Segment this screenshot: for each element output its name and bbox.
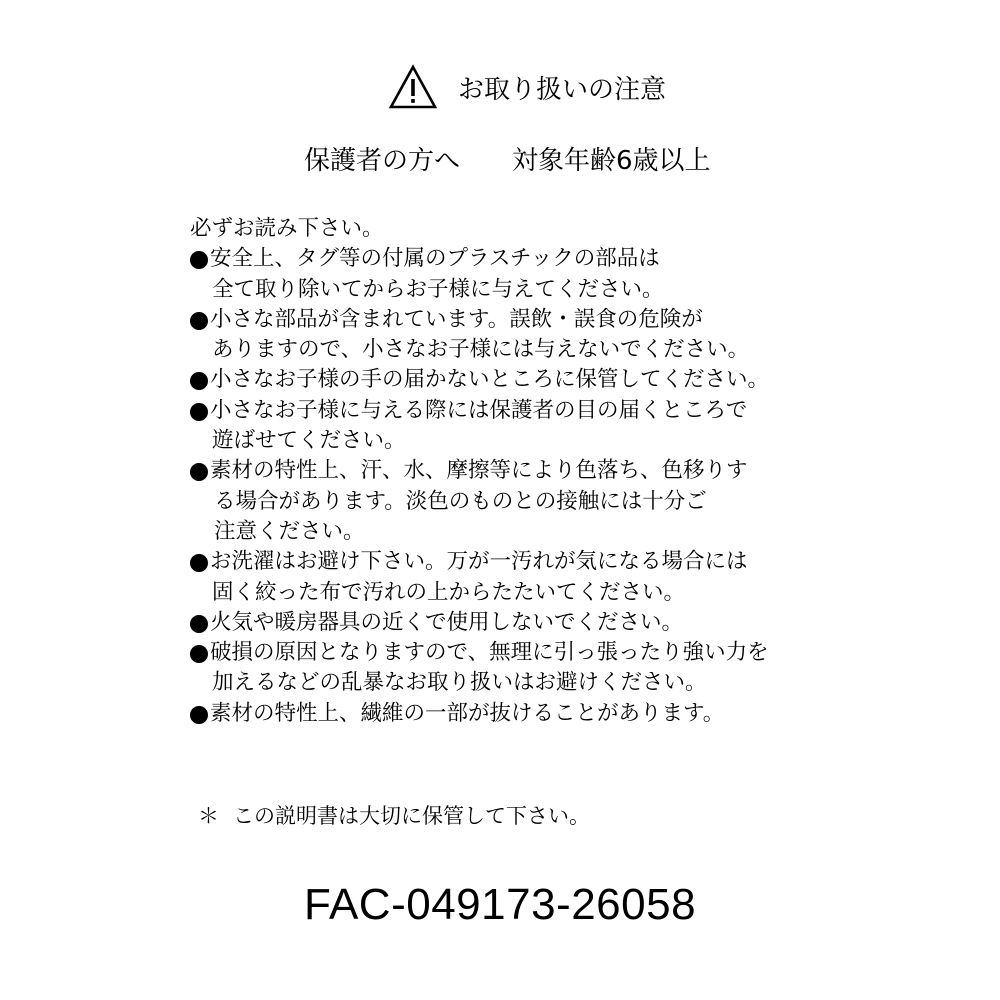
age-label: 対象年齢6歳以上 <box>512 146 711 176</box>
caution-body <box>190 214 830 729</box>
caution-line: 小さなお子様の手の届かないところに保管してください。 <box>210 367 770 393</box>
caution-line: お洗濯はお避け下さい。万が一汚れが気になる場合には <box>210 549 748 575</box>
caution-line: 小さな部品が含まれています。誤飲・誤食の危険が <box>210 306 703 332</box>
caution-item <box>190 456 830 547</box>
footnote <box>198 800 590 830</box>
caution-line: 固く絞った布で汚れの上からたたいてください。 <box>212 579 686 605</box>
caution-list <box>190 244 830 729</box>
warning-header <box>388 62 666 112</box>
caution-line: 注意ください。 <box>214 518 365 544</box>
caution-line: 破損の原因となりますので、無理に引っ張ったり強い力を <box>210 640 769 666</box>
footnote-text: この説明書は大切に保管して下さい。 <box>233 804 590 828</box>
page-title: お取り扱いの注意 <box>458 74 667 105</box>
caution-line: 素材の特性上、汗、水、摩擦等により色落ち、色移りす <box>210 458 748 484</box>
audience-label: 保護者の方へ <box>304 146 461 176</box>
caution-line: 小さなお子様に与える際には保護者の目の届くところで <box>210 397 748 423</box>
caution-line: 火気や暖房器具の近くで使用しないでください。 <box>210 609 684 635</box>
caution-line: 遊ばせてください。 <box>212 428 406 454</box>
caution-item <box>190 244 830 305</box>
caution-item <box>190 365 830 395</box>
bullet-dot-icon <box>190 615 208 633</box>
caution-line: 素材の特性上、繊維の一部が抜けることがあります。 <box>210 700 725 726</box>
warning-triangle-icon <box>388 64 438 110</box>
caution-item <box>190 608 830 638</box>
caution-item <box>190 699 830 729</box>
footnote-mark: ＊ <box>198 804 219 828</box>
bullet-dot-icon <box>190 403 208 421</box>
subtitle <box>304 140 711 177</box>
caution-item <box>190 547 830 608</box>
caution-line: る場合があります。淡色のものとの接触には十分ご <box>214 488 707 514</box>
bullet-dot-icon <box>190 312 208 330</box>
caution-item <box>190 638 830 699</box>
caution-line: ありますので、小さなお子様には与えないでください。 <box>212 337 750 363</box>
intro-text: 必ずお読み下さい。 <box>190 216 384 241</box>
caution-item <box>190 305 830 366</box>
bullet-dot-icon <box>190 706 208 724</box>
caution-line: 安全上、タグ等の付属のプラスチックの部品は <box>210 246 660 272</box>
product-code: FAC-049173-26058 <box>304 880 697 929</box>
caution-line: 加えるなどの乱暴なお取り扱いはお避けください。 <box>212 670 707 696</box>
caution-item <box>190 396 830 457</box>
caution-line: 全て取り除いてからお子様に与えてください。 <box>212 276 664 302</box>
